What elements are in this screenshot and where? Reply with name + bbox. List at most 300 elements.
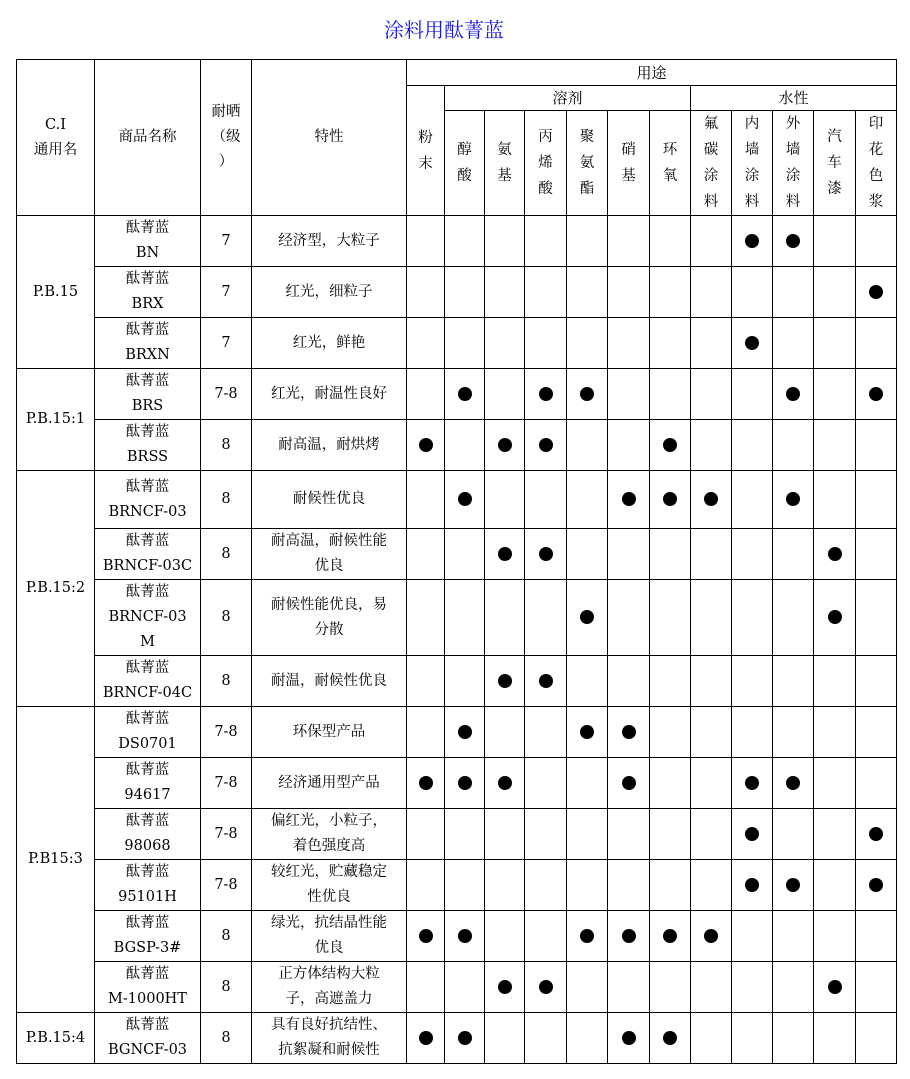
usage-dot-icon [498, 438, 512, 452]
usage-dot-icon [419, 1031, 433, 1045]
properties-line-1: 具有良好抗结性、 [271, 1017, 387, 1033]
usage-cell [525, 216, 567, 267]
usage-dot-icon [786, 776, 800, 790]
usage-cell [773, 318, 814, 369]
properties-line-1: 绿光，抗结晶性能 [271, 915, 387, 931]
usage-cell [445, 369, 485, 420]
usage-cell [691, 580, 732, 656]
usage-cell [691, 318, 732, 369]
usage-cell [485, 1013, 525, 1064]
usage-cell [567, 758, 608, 809]
product-name-line-1: 酞菁蓝 [125, 864, 170, 880]
usage-cell [814, 758, 856, 809]
usage-cell [608, 809, 650, 860]
usage-cell [650, 471, 691, 529]
usage-col-10-line-3: 涂 [785, 168, 801, 184]
properties-line-1: 耐高温，耐候性能 [271, 533, 387, 549]
product-name-line-1: 酞菁蓝 [125, 322, 170, 338]
usage-cell [732, 911, 773, 962]
usage-cell [856, 962, 897, 1013]
usage-cell [445, 656, 485, 707]
usage-cell [525, 1013, 567, 1064]
usage-cell [567, 369, 608, 420]
usage-cell [525, 580, 567, 656]
properties-line-1: 耐高温，耐烘烤 [278, 436, 380, 453]
lightfastness-cell: 7-8 [201, 758, 252, 809]
usage-cell [485, 656, 525, 707]
usage-col-header-10 [773, 111, 814, 216]
usage-cell [814, 580, 856, 656]
usage-cell [608, 860, 650, 911]
lightfastness-cell: 8 [201, 911, 252, 962]
lightfastness-cell: 7-8 [201, 707, 252, 758]
properties-cell [252, 707, 407, 758]
usage-cell [650, 369, 691, 420]
product-name-line-1: 酞菁蓝 [125, 711, 170, 727]
usage-cell [485, 809, 525, 860]
usage-cell [567, 1013, 608, 1064]
usage-cell [485, 318, 525, 369]
usage-cell [773, 962, 814, 1013]
usage-dot-icon [458, 725, 472, 739]
usage-dot-icon [419, 776, 433, 790]
usage-cell [691, 1013, 732, 1064]
usage-cell [650, 860, 691, 911]
properties-cell [252, 267, 407, 318]
usage-dot-icon [786, 492, 800, 506]
product-name-cell [95, 471, 201, 529]
usage-dot-icon [622, 725, 636, 739]
usage-cell [407, 656, 445, 707]
usage-cell [445, 758, 485, 809]
properties-cell [252, 758, 407, 809]
usage-col-11-line-1: 汽 [827, 129, 842, 145]
properties-cell [252, 369, 407, 420]
usage-cell [732, 809, 773, 860]
properties-cell [252, 911, 407, 962]
usage-cell [407, 580, 445, 656]
properties-cell [252, 471, 407, 529]
product-name-cell [95, 809, 201, 860]
usage-cell [407, 758, 445, 809]
table-row [17, 962, 897, 1013]
properties-cell [252, 318, 407, 369]
usage-col-5-line-2: 氨 [579, 155, 595, 171]
table-row [17, 267, 897, 318]
usage-dot-icon [580, 929, 594, 943]
table-row [17, 216, 897, 267]
usage-dot-icon [663, 929, 677, 943]
lightfastness-cell: 7-8 [201, 809, 252, 860]
usage-cell [650, 267, 691, 318]
usage-col-12-line-4: 浆 [868, 194, 884, 210]
usage-cell [525, 420, 567, 471]
usage-col-10-line-1: 外 [785, 116, 801, 132]
table-row [17, 656, 897, 707]
usage-col-header-8 [691, 111, 732, 216]
properties-cell [252, 962, 407, 1013]
product-name-line-2: BRNCF-03C [102, 558, 193, 574]
product-name-line-2: BRNCF-03 [108, 609, 187, 625]
usage-cell [525, 318, 567, 369]
properties-line-2: 子，高遮盖力 [285, 991, 373, 1007]
usage-cell [732, 420, 773, 471]
usage-cell [814, 911, 856, 962]
usage-cell [773, 911, 814, 962]
product-name-line-2: BGSP-3# [113, 940, 182, 956]
product-name-cell [95, 318, 201, 369]
header-solvent: 溶剂 [445, 86, 691, 111]
usage-dot-icon [539, 387, 553, 401]
usage-cell [525, 369, 567, 420]
product-name-line-2: 95101H [118, 889, 177, 905]
usage-cell [773, 656, 814, 707]
usage-dot-icon [869, 387, 883, 401]
usage-cell [814, 216, 856, 267]
product-name-line-1: 酞菁蓝 [125, 1017, 170, 1033]
product-name-line-3: M [140, 634, 155, 650]
usage-cell [856, 1013, 897, 1064]
usage-cell [445, 1013, 485, 1064]
usage-col-8-line-2: 碳 [703, 142, 719, 158]
usage-dot-icon [828, 610, 842, 624]
usage-cell [445, 267, 485, 318]
lightfastness-cell: 8 [201, 471, 252, 529]
product-name-line-2: BN [135, 245, 160, 261]
usage-col-4-line-3: 酸 [538, 181, 553, 197]
properties-cell [252, 580, 407, 656]
product-name-line-1: 酞菁蓝 [125, 220, 170, 236]
usage-col-3-line-1: 氨 [497, 142, 512, 158]
usage-cell [732, 267, 773, 318]
properties-cell [252, 1013, 407, 1064]
usage-cell [773, 216, 814, 267]
product-name-line-1: 酞菁蓝 [125, 533, 170, 549]
usage-cell [608, 911, 650, 962]
usage-cell [691, 962, 732, 1013]
usage-col-2-line-1: 醇 [457, 142, 472, 158]
usage-col-9-line-3: 涂 [744, 168, 760, 184]
properties-line-1: 经济通用型产品 [278, 774, 380, 791]
usage-cell [650, 1013, 691, 1064]
usage-dot-icon [458, 776, 472, 790]
usage-cell [814, 471, 856, 529]
usage-dot-icon [704, 929, 718, 943]
usage-cell [856, 216, 897, 267]
properties-line-1: 红光，耐温性良好 [271, 385, 387, 402]
usage-col-header-2 [445, 111, 485, 216]
table-row [17, 529, 897, 580]
usage-dot-icon [539, 438, 553, 452]
usage-col-header-3 [485, 111, 525, 216]
usage-cell [732, 369, 773, 420]
usage-cell [650, 580, 691, 656]
usage-cell [608, 318, 650, 369]
usage-cell [567, 707, 608, 758]
properties-line-1: 红光，细粒子 [285, 283, 373, 300]
lightfastness-cell: 8 [201, 420, 252, 471]
usage-dot-icon [539, 674, 553, 688]
usage-cell [525, 758, 567, 809]
usage-cell [608, 1013, 650, 1064]
usage-cell [608, 267, 650, 318]
product-name-cell [95, 420, 201, 471]
usage-cell [485, 758, 525, 809]
usage-cell [814, 1013, 856, 1064]
usage-cell [485, 471, 525, 529]
usage-dot-icon [786, 234, 800, 248]
usage-cell [407, 471, 445, 529]
usage-cell [567, 911, 608, 962]
usage-cell [608, 420, 650, 471]
usage-cell [445, 707, 485, 758]
usage-cell [691, 656, 732, 707]
usage-col-header-9 [732, 111, 773, 216]
usage-cell [445, 962, 485, 1013]
properties-line-1: 耐候性优良 [292, 491, 366, 507]
ci-name-cell: P.B.15:4 [17, 1013, 95, 1064]
usage-col-7-line-1: 环 [662, 142, 678, 158]
usage-dot-icon [663, 438, 677, 452]
properties-line-1: 较红光，贮藏稳定 [271, 864, 387, 880]
usage-cell [732, 318, 773, 369]
properties-cell [252, 420, 407, 471]
product-name-line-2: BRXN [125, 347, 170, 363]
usage-cell [814, 369, 856, 420]
usage-col-10-line-2: 墙 [785, 142, 801, 158]
usage-cell [773, 267, 814, 318]
header-ci-line2: 通用名 [33, 141, 78, 158]
usage-dot-icon [828, 980, 842, 994]
usage-cell [608, 369, 650, 420]
product-name-line-1: 酞菁蓝 [125, 424, 170, 440]
usage-cell [525, 471, 567, 529]
table-row [17, 318, 897, 369]
properties-cell [252, 860, 407, 911]
usage-cell [407, 1013, 445, 1064]
header-usage: 用途 [407, 60, 897, 86]
usage-cell [732, 1013, 773, 1064]
usage-cell [485, 860, 525, 911]
usage-cell [856, 471, 897, 529]
product-name-line-2: BRSS [126, 449, 169, 465]
usage-col-8-line-4: 料 [703, 194, 719, 210]
usage-col-6-line-2: 基 [621, 168, 636, 184]
usage-col-4-line-1: 丙 [538, 129, 553, 145]
usage-col-header-6 [608, 111, 650, 216]
usage-cell [691, 707, 732, 758]
usage-col-6-line-1: 硝 [621, 142, 636, 158]
usage-cell [407, 529, 445, 580]
properties-line-2: 着色强度高 [292, 838, 366, 854]
usage-cell [773, 860, 814, 911]
usage-cell [814, 962, 856, 1013]
usage-cell [856, 580, 897, 656]
usage-col-12-line-2: 花 [868, 142, 884, 158]
lightfastness-cell: 7-8 [201, 860, 252, 911]
usage-cell [691, 758, 732, 809]
usage-dot-icon [458, 1031, 472, 1045]
usage-cell [773, 1013, 814, 1064]
table-row [17, 1013, 897, 1064]
usage-cell [567, 809, 608, 860]
usage-cell [773, 420, 814, 471]
usage-cell [856, 529, 897, 580]
header-lightfast-line3: ） [218, 154, 234, 170]
properties-line-1: 红光，鲜艳 [292, 334, 366, 351]
usage-cell [567, 471, 608, 529]
usage-dot-icon [580, 387, 594, 401]
usage-cell [485, 911, 525, 962]
usage-col-12-line-1: 印 [868, 116, 884, 132]
header-lightfast [201, 60, 252, 216]
usage-col-5-line-1: 聚 [579, 129, 595, 145]
product-name-line-1: 酞菁蓝 [125, 762, 170, 778]
usage-dot-icon [745, 776, 759, 790]
usage-cell [485, 962, 525, 1013]
usage-cell [445, 860, 485, 911]
usage-cell [814, 656, 856, 707]
product-name-line-2: DS0701 [118, 736, 177, 752]
usage-cell [407, 216, 445, 267]
usage-cell [650, 420, 691, 471]
properties-cell [252, 529, 407, 580]
usage-dot-icon [458, 929, 472, 943]
usage-cell [485, 420, 525, 471]
table-row [17, 911, 897, 962]
usage-cell [525, 860, 567, 911]
usage-cell [485, 580, 525, 656]
usage-cell [608, 529, 650, 580]
header-lightfast-line1: 耐晒 [211, 104, 241, 120]
usage-cell [732, 758, 773, 809]
usage-col-header-1 [407, 86, 445, 216]
usage-dot-icon [745, 234, 759, 248]
usage-dot-icon [704, 492, 718, 506]
product-name-cell [95, 656, 201, 707]
usage-cell [814, 318, 856, 369]
usage-col-8-line-1: 氟 [703, 116, 719, 132]
lightfastness-cell: 8 [201, 580, 252, 656]
header-ci [17, 60, 95, 216]
header-lightfast-line2: （级 [211, 129, 241, 145]
usage-cell [856, 369, 897, 420]
usage-col-5-line-3: 酯 [579, 181, 595, 197]
ci-name-cell: P.B.15:2 [17, 471, 95, 707]
usage-cell [773, 369, 814, 420]
usage-dot-icon [539, 980, 553, 994]
lightfastness-cell: 7 [201, 267, 252, 318]
usage-cell [567, 656, 608, 707]
usage-cell [691, 216, 732, 267]
usage-cell [525, 707, 567, 758]
usage-cell [814, 860, 856, 911]
usage-cell [525, 962, 567, 1013]
product-name-cell [95, 707, 201, 758]
lightfastness-cell: 7 [201, 216, 252, 267]
usage-dot-icon [745, 827, 759, 841]
product-name-line-1: 酞菁蓝 [125, 915, 170, 931]
usage-cell [608, 216, 650, 267]
usage-cell [485, 267, 525, 318]
usage-cell [856, 860, 897, 911]
usage-cell [732, 707, 773, 758]
lightfastness-cell: 8 [201, 529, 252, 580]
usage-col-3-line-2: 基 [497, 168, 512, 184]
usage-col-header-12 [856, 111, 897, 216]
usage-cell [691, 267, 732, 318]
product-name-line-2: 94617 [124, 787, 171, 803]
usage-dot-icon [622, 1031, 636, 1045]
table-row [17, 369, 897, 420]
usage-cell [567, 962, 608, 1013]
usage-cell [732, 529, 773, 580]
usage-cell [567, 860, 608, 911]
usage-cell [407, 809, 445, 860]
usage-col-9-line-1: 内 [744, 116, 760, 132]
usage-dot-icon [580, 610, 594, 624]
product-name-cell [95, 860, 201, 911]
usage-col-11-line-3: 漆 [827, 181, 842, 197]
usage-cell [732, 656, 773, 707]
properties-cell [252, 216, 407, 267]
usage-cell [445, 420, 485, 471]
usage-cell [608, 656, 650, 707]
table-row [17, 580, 897, 656]
usage-cell [814, 529, 856, 580]
usage-dot-icon [458, 387, 472, 401]
product-name-line-2: BRX [131, 296, 164, 312]
usage-dot-icon [663, 492, 677, 506]
usage-cell [407, 962, 445, 1013]
usage-cell [814, 420, 856, 471]
usage-cell [407, 707, 445, 758]
usage-col-9-line-2: 墙 [744, 142, 760, 158]
usage-cell [445, 911, 485, 962]
usage-col-8-line-3: 涂 [703, 168, 719, 184]
usage-dot-icon [622, 929, 636, 943]
product-name-line-1: 酞菁蓝 [125, 373, 170, 389]
product-name-cell [95, 267, 201, 318]
product-name-cell [95, 962, 201, 1013]
product-name-cell [95, 529, 201, 580]
usage-dot-icon [622, 492, 636, 506]
usage-cell [691, 911, 732, 962]
product-name-cell [95, 1013, 201, 1064]
usage-dot-icon [419, 438, 433, 452]
usage-cell [567, 420, 608, 471]
product-name-line-1: 酞菁蓝 [125, 584, 170, 600]
usage-cell [407, 860, 445, 911]
usage-cell [407, 318, 445, 369]
usage-dot-icon [786, 387, 800, 401]
usage-cell [814, 809, 856, 860]
usage-dot-icon [498, 980, 512, 994]
usage-cell [407, 369, 445, 420]
usage-col-12-line-3: 色 [868, 168, 884, 184]
usage-col-10-line-4: 料 [785, 194, 801, 210]
usage-cell [773, 809, 814, 860]
usage-cell [650, 962, 691, 1013]
usage-col-11-line-2: 车 [827, 155, 842, 171]
ci-name-cell: P.B15:3 [17, 707, 95, 1013]
usage-cell [650, 656, 691, 707]
usage-col-1-line-1: 粉 [418, 129, 433, 146]
table-row [17, 758, 897, 809]
usage-cell [608, 707, 650, 758]
usage-cell [814, 707, 856, 758]
usage-dot-icon [828, 547, 842, 561]
